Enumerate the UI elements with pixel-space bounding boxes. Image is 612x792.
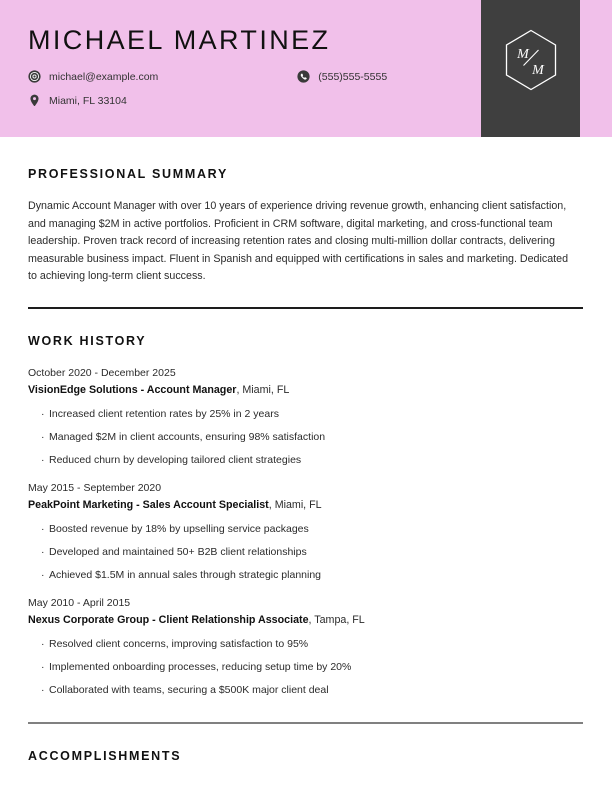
contact-location[interactable] — [28, 94, 127, 107]
job-bullet — [28, 682, 584, 698]
job-bullet-text: Managed $2M in client accounts, ensuring 98% satisfaction — [49, 430, 326, 443]
job-role: Sales Account Specialist — [142, 498, 269, 511]
job-location: , Tampa, FL — [308, 613, 365, 626]
job-separator: - — [149, 613, 159, 626]
job-company: VisionEdge Solutions — [28, 383, 138, 396]
bullet-dot-icon: · — [41, 568, 45, 581]
section-accomplishments — [28, 724, 584, 763]
job-heading — [28, 612, 584, 629]
summary-section-title: PROFESSIONAL SUMMARY — [28, 167, 228, 181]
job-dates: October 2020 - December 2025 — [28, 366, 176, 379]
job-company: Nexus Corporate Group — [28, 613, 150, 626]
job-company: PeakPoint Marketing — [28, 498, 134, 511]
contact-email-text: michael@example.com — [49, 70, 159, 83]
section-work-history — [28, 309, 584, 724]
accomplishments-section-title: ACCOMPLISHMENTS — [28, 748, 182, 763]
job-heading — [28, 382, 584, 399]
job-separator: - — [137, 383, 147, 396]
job-entry — [28, 480, 584, 583]
bullet-dot-icon: · — [41, 545, 45, 558]
bullet-dot-icon: · — [41, 430, 45, 443]
job-entry — [28, 365, 584, 468]
job-bullet — [28, 567, 584, 583]
job-bullet-list — [28, 521, 584, 583]
candidate-name: MICHAEL MARTINEZ — [28, 25, 331, 55]
section-professional-summary — [28, 137, 584, 309]
bullet-dot-icon: · — [41, 407, 45, 420]
contact-phone[interactable] — [297, 70, 387, 83]
job-role: Client Relationship Associate — [158, 613, 309, 626]
location-icon — [28, 94, 41, 107]
bullet-dot-icon: · — [41, 637, 45, 650]
email-icon — [28, 70, 41, 83]
bullet-dot-icon: · — [41, 453, 45, 466]
job-bullet-text: Reduced churn by developing tailored client strategies — [49, 453, 302, 466]
monogram-logo — [505, 29, 557, 91]
job-list — [28, 365, 584, 698]
job-location: , Miami, FL — [268, 498, 322, 511]
svg-text:M: M — [532, 63, 544, 78]
contact-row-secondary — [28, 94, 127, 107]
job-location: , Miami, FL — [236, 383, 290, 396]
job-bullet-text: Boosted revenue by 18% by upselling service packages — [49, 522, 309, 535]
svg-text:M: M — [517, 47, 529, 62]
job-entry — [28, 595, 584, 698]
job-bullet-list — [28, 406, 584, 468]
job-bullet — [28, 659, 584, 675]
job-bullet — [28, 636, 584, 652]
job-heading — [28, 497, 584, 514]
job-separator: - — [133, 498, 143, 511]
resume-header — [0, 0, 612, 137]
job-bullet — [28, 452, 584, 468]
job-bullet — [28, 406, 584, 422]
job-bullet — [28, 544, 584, 560]
job-role: Account Manager — [146, 383, 237, 396]
job-bullet-text: Resolved client concerns, improving satisfaction to 95% — [49, 637, 309, 650]
contact-location-text: Miami, FL 33104 — [49, 94, 127, 107]
contact-email[interactable] — [28, 70, 158, 83]
job-bullet-text: Achieved $1.5M in annual sales through strategic planning — [49, 568, 322, 581]
job-bullet-text: Increased client retention rates by 25% in 2 years — [49, 407, 279, 420]
job-bullet — [28, 521, 584, 537]
job-bullet — [28, 429, 584, 445]
contact-phone-text: (555)555-5555 — [318, 70, 388, 83]
contact-row-primary — [28, 70, 387, 83]
work-history-section-title: WORK HISTORY — [28, 333, 147, 348]
job-bullet-text: Implemented onboarding processes, reducing setup time by 20% — [49, 660, 352, 673]
job-bullet-list — [28, 636, 584, 698]
job-bullet-text: Collaborated with teams, securing a $500K major client deal — [49, 683, 329, 696]
bullet-dot-icon: · — [41, 683, 45, 696]
job-dates: May 2015 - September 2020 — [28, 481, 162, 494]
job-dates: May 2010 - April 2015 — [28, 596, 131, 609]
bullet-dot-icon: · — [41, 660, 45, 673]
resume-body — [0, 137, 612, 763]
bullet-dot-icon: · — [41, 522, 45, 535]
phone-icon — [297, 70, 310, 83]
summary-text: Dynamic Account Manager with over 10 years of experience driving revenue growth, enhancing client satisfaction, and managing $2M in active portfolios. Proficient in CRM software, digital marketing, and cross-functional team leadership. Proven track record of increasing retention rates and closing multi-million dollar contracts, delivering measurable business impact. Fluent in Spanish and equipped with certifications in sales and marketing. Dedicated to achieving long-term client success. — [28, 200, 569, 283]
job-bullet-text: Developed and maintained 50+ B2B client relationships — [49, 545, 307, 558]
